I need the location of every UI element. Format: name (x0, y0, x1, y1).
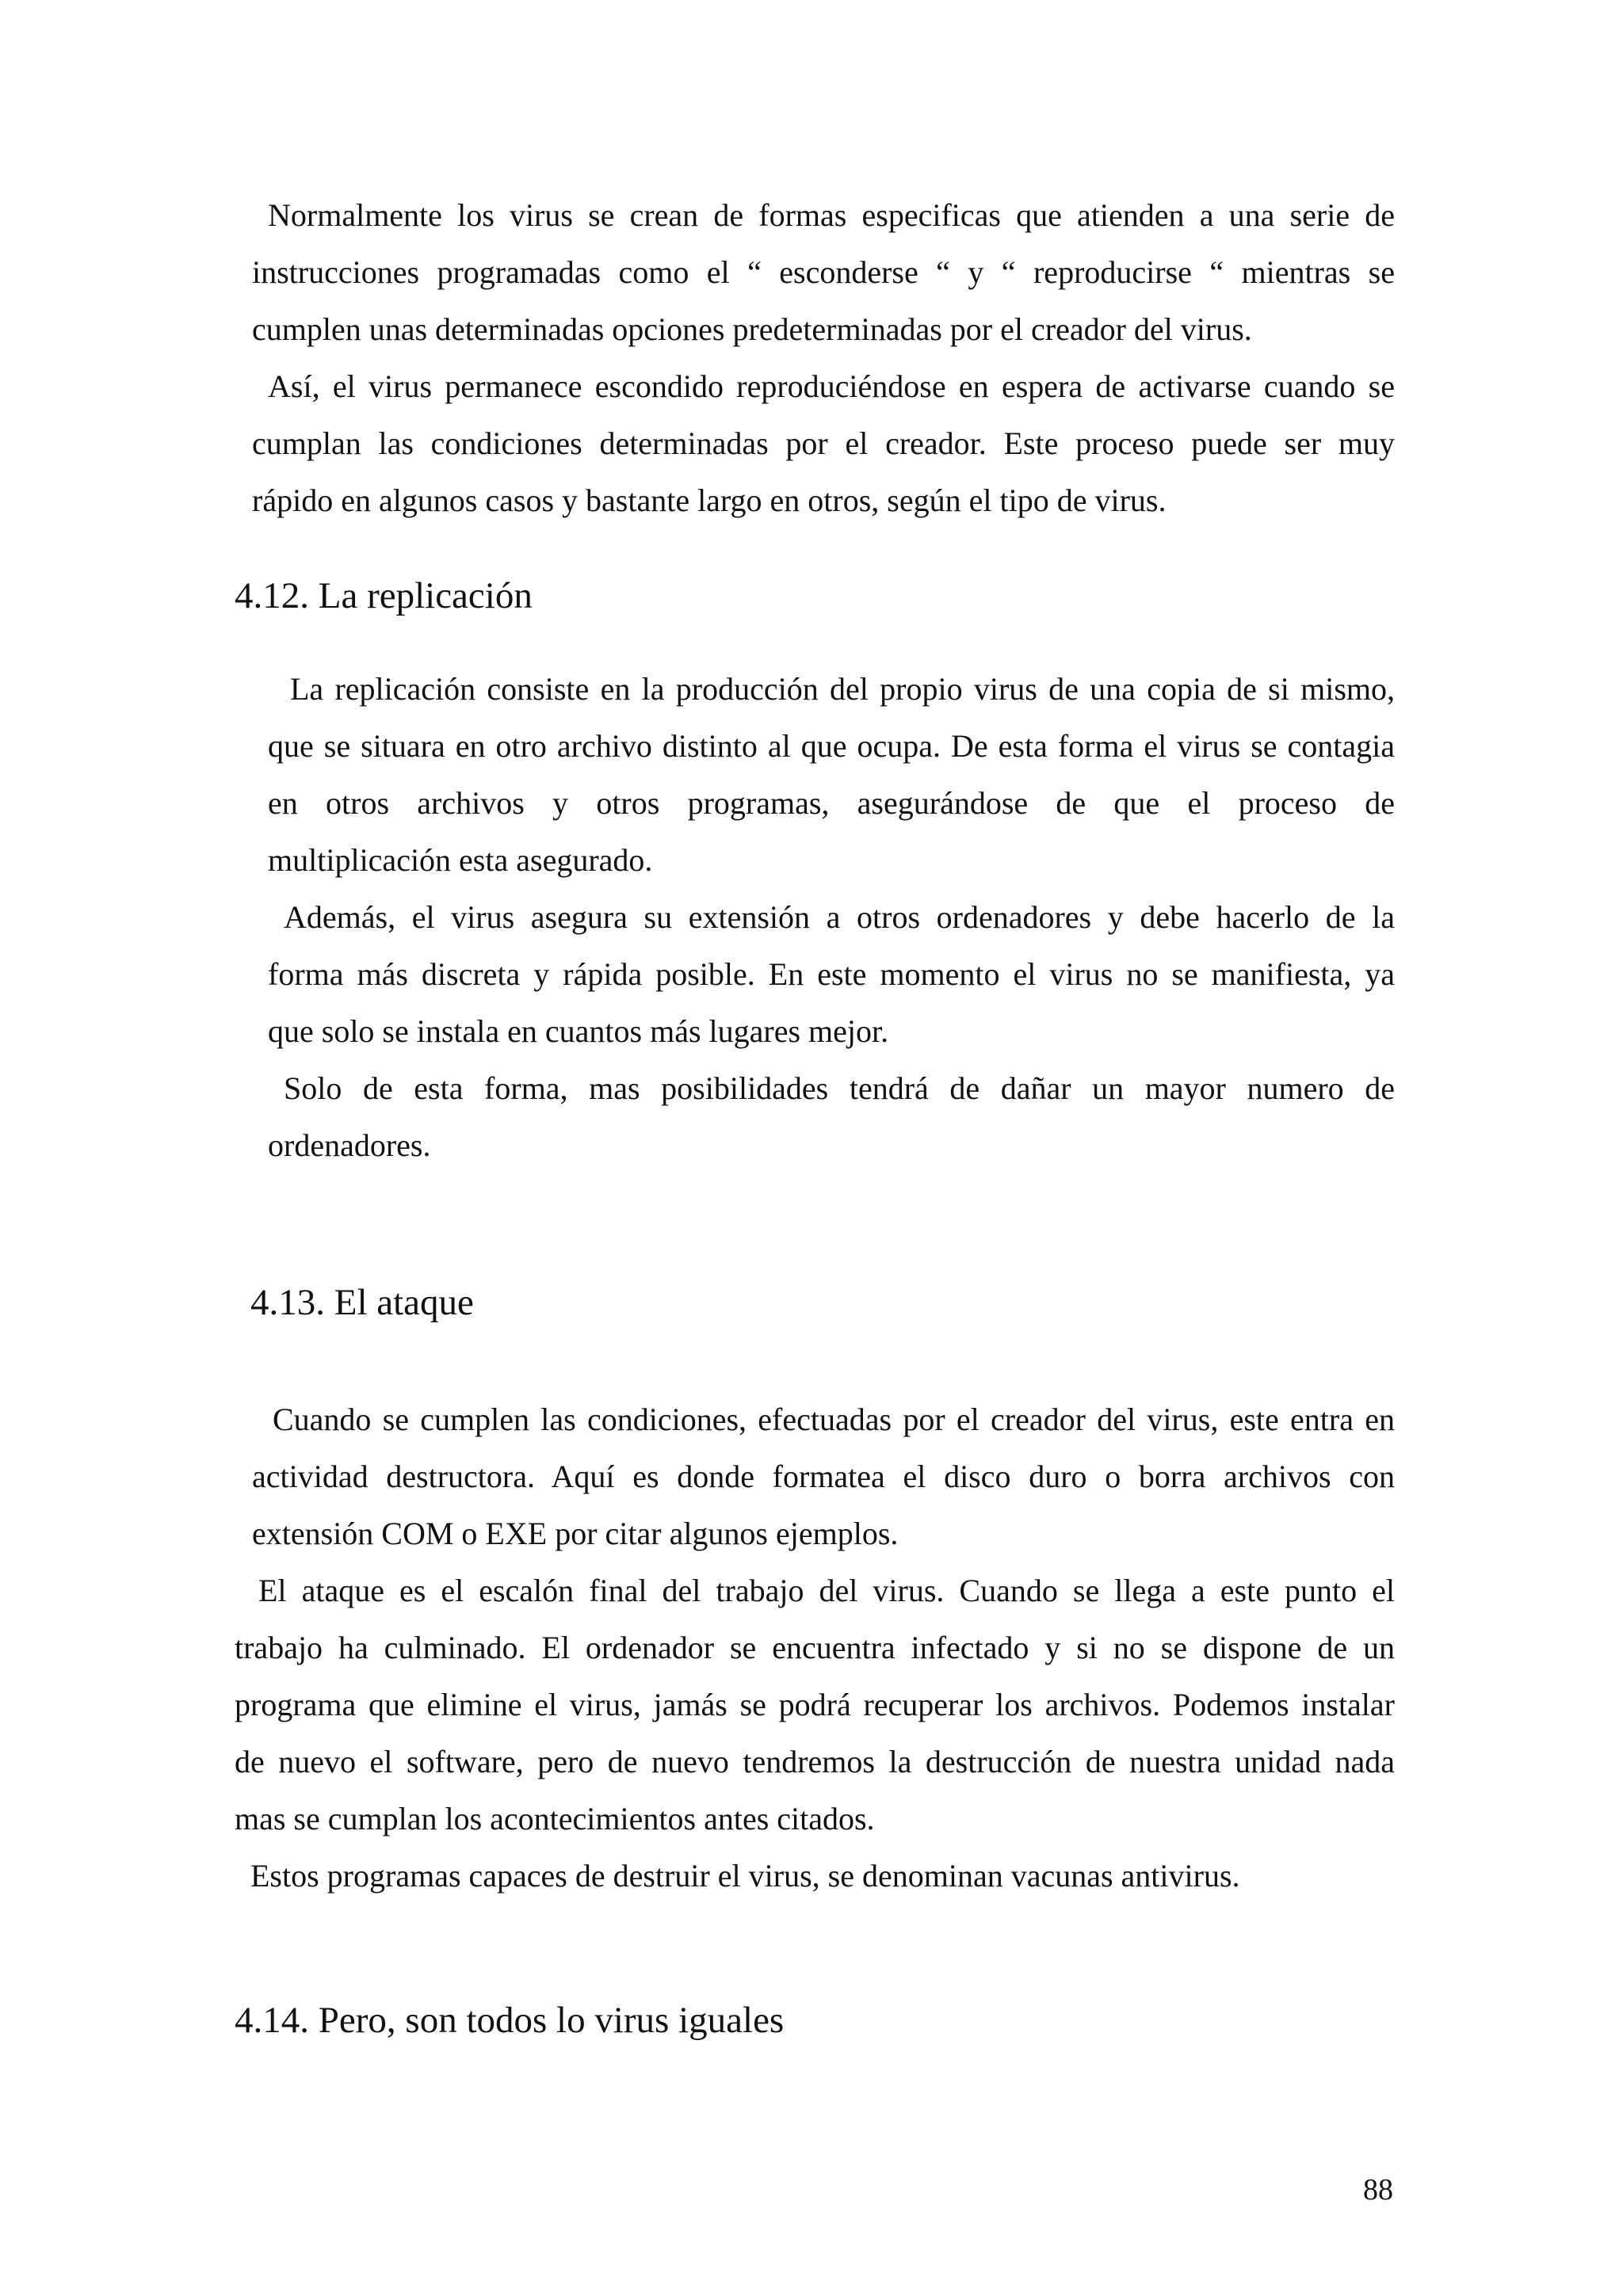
text-line: que solo se instala en cuantos más lugares mejor. (268, 1013, 889, 1049)
text-line: multiplicación esta asegurado. (268, 842, 653, 878)
replication-paragraph-1 (268, 661, 1395, 889)
text-line: programa que elimine el virus, jamás se podrá recuperar los archivos. Podemos instalar (235, 1687, 1395, 1722)
text-line: Estos programas capaces de destruir el virus, se denominan vacunas antivirus. (250, 1858, 1240, 1894)
attack-paragraph-3 (235, 1848, 1395, 1905)
text-line: Normalmente los virus se crean de formas especificas que atienden a una serie de (268, 197, 1395, 233)
page-number: 88 (1363, 2173, 1393, 2206)
text-line: rápido en algunos casos y bastante largo en otros, según el tipo de virus. (252, 482, 1167, 518)
text-line: cumplen unas determinadas opciones predeterminadas por el creador del virus. (252, 311, 1252, 347)
intro-paragraph-1 (252, 187, 1395, 358)
attack-paragraph-1 (252, 1391, 1395, 1562)
text-line: ordenadores. (268, 1127, 431, 1163)
text-line: de nuevo el software, pero de nuevo tendremos la destrucción de nuestra unidad nada (235, 1744, 1395, 1779)
text-line: instrucciones programadas como el “ esconderse “ y “ reproducirse “ mientras se (252, 254, 1395, 290)
text-line: mas se cumplan los acontecimientos antes citados. (235, 1801, 875, 1836)
text-line: actividad destructora. Aquí es donde formatea el disco duro o borra archivos con (252, 1459, 1395, 1494)
section-heading-4-14: 4.14. Pero, son todos lo virus iguales (235, 2000, 785, 2041)
replication-paragraph-2 (268, 889, 1395, 1060)
text-line: Además, el virus asegura su extensión a otros ordenadores y debe hacerlo de la (284, 899, 1395, 935)
text-line: cumplan las condiciones determinadas por el creador. Este proceso puede ser muy (252, 425, 1395, 461)
replication-paragraph-3 (268, 1060, 1395, 1174)
text-line: El ataque es el escalón final del trabajo del virus. Cuando se llega a este punto el (258, 1573, 1395, 1608)
text-line: Cuando se cumplen las condiciones, efectuadas por el creador del virus, este entra en (273, 1402, 1395, 1437)
text-line: La replicación consiste en la producción del propio virus de una copia de si mismo, (290, 671, 1395, 707)
text-line: trabajo ha culminado. El ordenador se encuentra infectado y si no se dispone de un (235, 1630, 1395, 1665)
section-heading-4-13: 4.13. El ataque (250, 1282, 474, 1323)
text-line: extensión COM o EXE por citar algunos ejemplos. (252, 1516, 899, 1551)
text-line: Así, el virus permanece escondido reproduciéndose en espera de activarse cuando se (268, 368, 1395, 404)
text-line: forma más discreta y rápida posible. En este momento el virus no se manifiesta, ya (268, 956, 1395, 992)
text-line: que se situara en otro archivo distinto al que ocupa. De esta forma el virus se contagia (268, 728, 1395, 764)
text-line: Solo de esta forma, mas posibilidades tendrá de dañar un mayor numero de (284, 1070, 1395, 1106)
intro-paragraph-2 (252, 358, 1395, 529)
text-line: en otros archivos y otros programas, asegurándose de que el proceso de (268, 785, 1395, 821)
section-heading-4-12: 4.12. La replicación (235, 575, 533, 616)
attack-paragraph-2 (235, 1562, 1395, 1848)
